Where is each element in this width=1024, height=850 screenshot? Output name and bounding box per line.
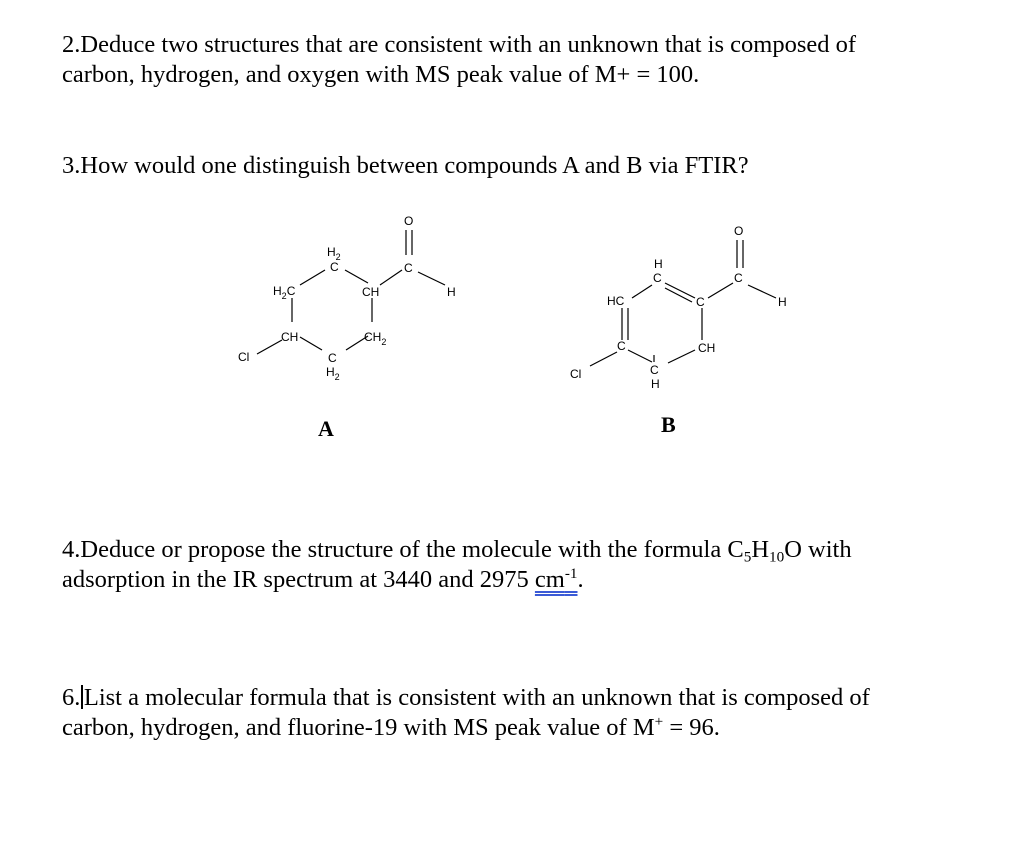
atom-c-top-b: C — [653, 271, 662, 285]
atom-c-carbonyl-b: C — [734, 271, 743, 285]
question-6-number: 6. — [62, 684, 81, 711]
unit-cm — [535, 566, 578, 593]
question-6-text-1: List a molecular formula that is consistent with an unknown that is composed of — [83, 684, 870, 711]
question-4-text-1: 4.Deduce or propose the structure of the molecule with the formula C — [62, 536, 744, 563]
question-4-line-2 — [62, 566, 584, 593]
atom-ch-b: CH — [698, 341, 716, 355]
structure-b-label: B — [661, 412, 676, 437]
formula-o-with: O with — [784, 536, 852, 563]
atom-h-aldehyde-b: H — [778, 295, 787, 309]
atom-c-top: C — [330, 260, 339, 274]
formula-h-subscript: 10 — [769, 548, 785, 566]
structure-a-label: A — [318, 416, 334, 441]
unit-cm-text: cm — [534, 566, 565, 593]
atom-h-bottom-b: H — [651, 377, 660, 391]
question-2-line-1: 2.Deduce two structures that are consistent with an unknown that is composed of — [62, 31, 857, 58]
question-6-line-2 — [62, 714, 720, 741]
formula-c-subscript: 5 — [743, 548, 752, 566]
question-6 — [62, 683, 870, 743]
atom-h2c: $H_2C$ — [273, 284, 296, 301]
unit-superscript: -1 — [564, 564, 578, 582]
question-4-text-2: adsorption in the IR spectrum at 3440 and 2975 — [62, 566, 535, 593]
atom-ch: CH — [362, 285, 380, 299]
question-3-text: 3.How would one distinguish between compounds A and B via FTIR? — [62, 152, 749, 179]
text-cursor — [81, 685, 83, 709]
structure-b-atoms — [570, 224, 787, 391]
structure-a-atoms — [238, 214, 456, 382]
atom-h-top-b: H — [654, 257, 663, 271]
question-6-text-2: carbon, hydrogen, and fluorine-19 with MS peak value of M — [62, 714, 655, 741]
atom-c-bottom: C — [328, 351, 337, 365]
m-plus-superscript: + — [654, 712, 664, 730]
atom-c-left-b: C — [617, 339, 626, 353]
atom-hc-b: HC — [607, 294, 625, 308]
atom-h2-top: $H_2$ — [327, 245, 341, 262]
atom-c-bottom-b: C — [650, 363, 659, 377]
atom-h2-bottom: $H_2$ — [326, 365, 340, 382]
atom-cl-a: Cl — [238, 350, 250, 364]
atom-cl-b: Cl — [570, 367, 582, 381]
atom-c-carbonyl: C — [404, 261, 413, 275]
atom-h-aldehyde: H — [447, 285, 456, 299]
atom-o: O — [404, 214, 414, 228]
atom-ch-cl: CH — [281, 330, 299, 344]
question-6-text-3: = 96. — [663, 714, 720, 741]
atom-c-right-b: C — [696, 295, 705, 309]
question-6-line-1 — [62, 684, 870, 711]
question-2-line-2: carbon, hydrogen, and oxygen with MS peak value of M+ = 100. — [62, 61, 700, 88]
question-4 — [62, 535, 852, 595]
question-4-line-1 — [62, 536, 852, 566]
formula-h: H — [751, 536, 770, 563]
atom-ch2-right: $CH_2$ — [364, 330, 387, 347]
atom-o-b: O — [734, 224, 744, 238]
question-4-period: . — [577, 566, 584, 593]
